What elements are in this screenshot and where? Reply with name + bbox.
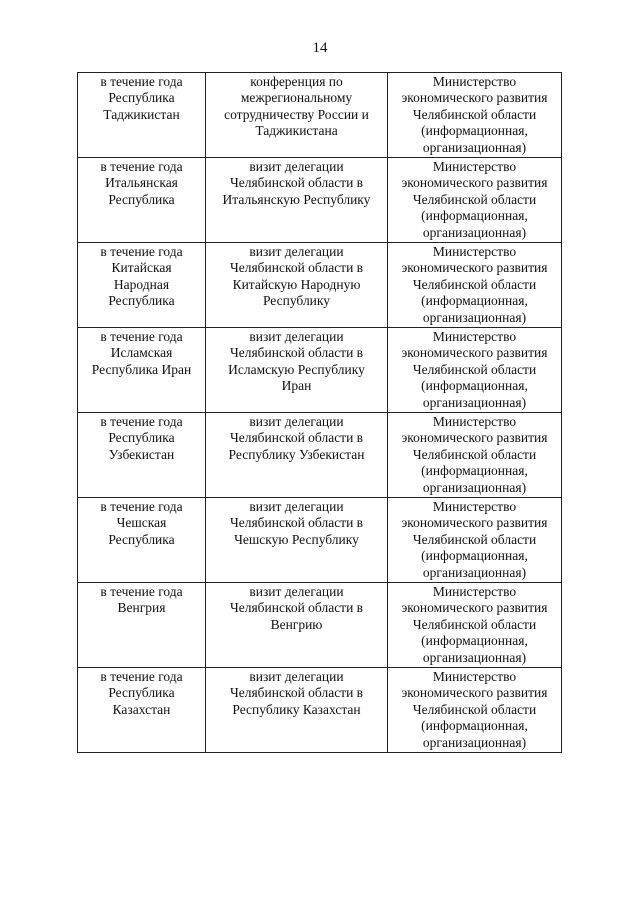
responsible-text: Министерство экономического развития Челябинской области (информационная, организационная)	[401, 584, 548, 665]
timing-location-cell	[78, 413, 206, 498]
responsible-text: Министерство экономического развития Челябинской области (информационная, организационная)	[401, 414, 548, 495]
event-cell	[206, 498, 388, 583]
timing-location-cell	[78, 668, 206, 753]
event-text: визит делегации Челябинской области в Итальянскую Республику	[222, 159, 371, 207]
timing-location-cell	[78, 73, 206, 158]
responsible-cell	[388, 158, 562, 243]
timing-location-text: в течение года Венгрия	[100, 584, 183, 616]
timing-location-text: в течение года Итальянская Республика	[100, 159, 183, 207]
responsible-cell	[388, 583, 562, 668]
event-text: визит делегации Челябинской области в Венгрию	[229, 584, 364, 632]
responsible-text: Министерство экономического развития Челябинской области (информационная, организационная)	[401, 159, 548, 240]
responsible-cell	[388, 668, 562, 753]
timing-location-text: в течение года Республика Узбекистан	[100, 414, 183, 462]
timing-location-cell	[78, 158, 206, 243]
responsible-cell	[388, 498, 562, 583]
responsible-cell	[388, 243, 562, 328]
timing-location-text: в течение года Республика Казахстан	[100, 669, 183, 717]
timing-location-text: в течение года Чешская Республика	[100, 499, 183, 547]
responsible-text: Министерство экономического развития Челябинской области (информационная, организационная)	[401, 669, 548, 750]
timing-location-cell	[78, 583, 206, 668]
responsible-text: Министерство экономического развития Челябинской области (информационная, организационная)	[401, 499, 548, 580]
event-text: визит делегации Челябинской области в Республику Казахстан	[229, 669, 364, 717]
timing-location-cell	[78, 328, 206, 413]
timing-location-cell	[78, 243, 206, 328]
events-table	[77, 72, 562, 753]
responsible-text: Министерство экономического развития Челябинской области (информационная, организационная)	[401, 74, 548, 155]
table-row	[78, 328, 562, 413]
responsible-text: Министерство экономического развития Челябинской области (информационная, организационная)	[401, 329, 548, 410]
table-row	[78, 413, 562, 498]
responsible-cell	[388, 73, 562, 158]
table-row	[78, 583, 562, 668]
timing-location-cell	[78, 498, 206, 583]
timing-location-text: в течение года Республика Таджикистан	[100, 74, 183, 122]
timing-location-text: в течение года Китайская Народная Республика	[100, 244, 183, 309]
event-text: визит делегации Челябинской области в Чешскую Республику	[229, 499, 364, 547]
event-text: конференция по межрегиональному сотрудничеству России и Таджикистана	[224, 74, 369, 139]
event-cell	[206, 73, 388, 158]
event-cell	[206, 328, 388, 413]
responsible-cell	[388, 328, 562, 413]
event-text: визит делегации Челябинской области в Китайскую Народную Республику	[229, 244, 364, 309]
event-text: визит делегации Челябинской области в Республику Узбекистан	[228, 414, 365, 462]
table-row	[78, 243, 562, 328]
page-number: 14	[312, 40, 328, 56]
table-row	[78, 498, 562, 583]
event-cell	[206, 668, 388, 753]
responsible-cell	[388, 413, 562, 498]
event-cell	[206, 243, 388, 328]
event-cell	[206, 158, 388, 243]
event-cell	[206, 413, 388, 498]
event-cell	[206, 583, 388, 668]
table-row	[78, 668, 562, 753]
responsible-text: Министерство экономического развития Челябинской области (информационная, организационная)	[401, 244, 548, 325]
table-row	[78, 73, 562, 158]
table-row	[78, 158, 562, 243]
event-text: визит делегации Челябинской области в Исламскую Республику Иран	[228, 329, 365, 394]
timing-location-text: в течение года Исламская Республика Иран	[91, 329, 192, 377]
